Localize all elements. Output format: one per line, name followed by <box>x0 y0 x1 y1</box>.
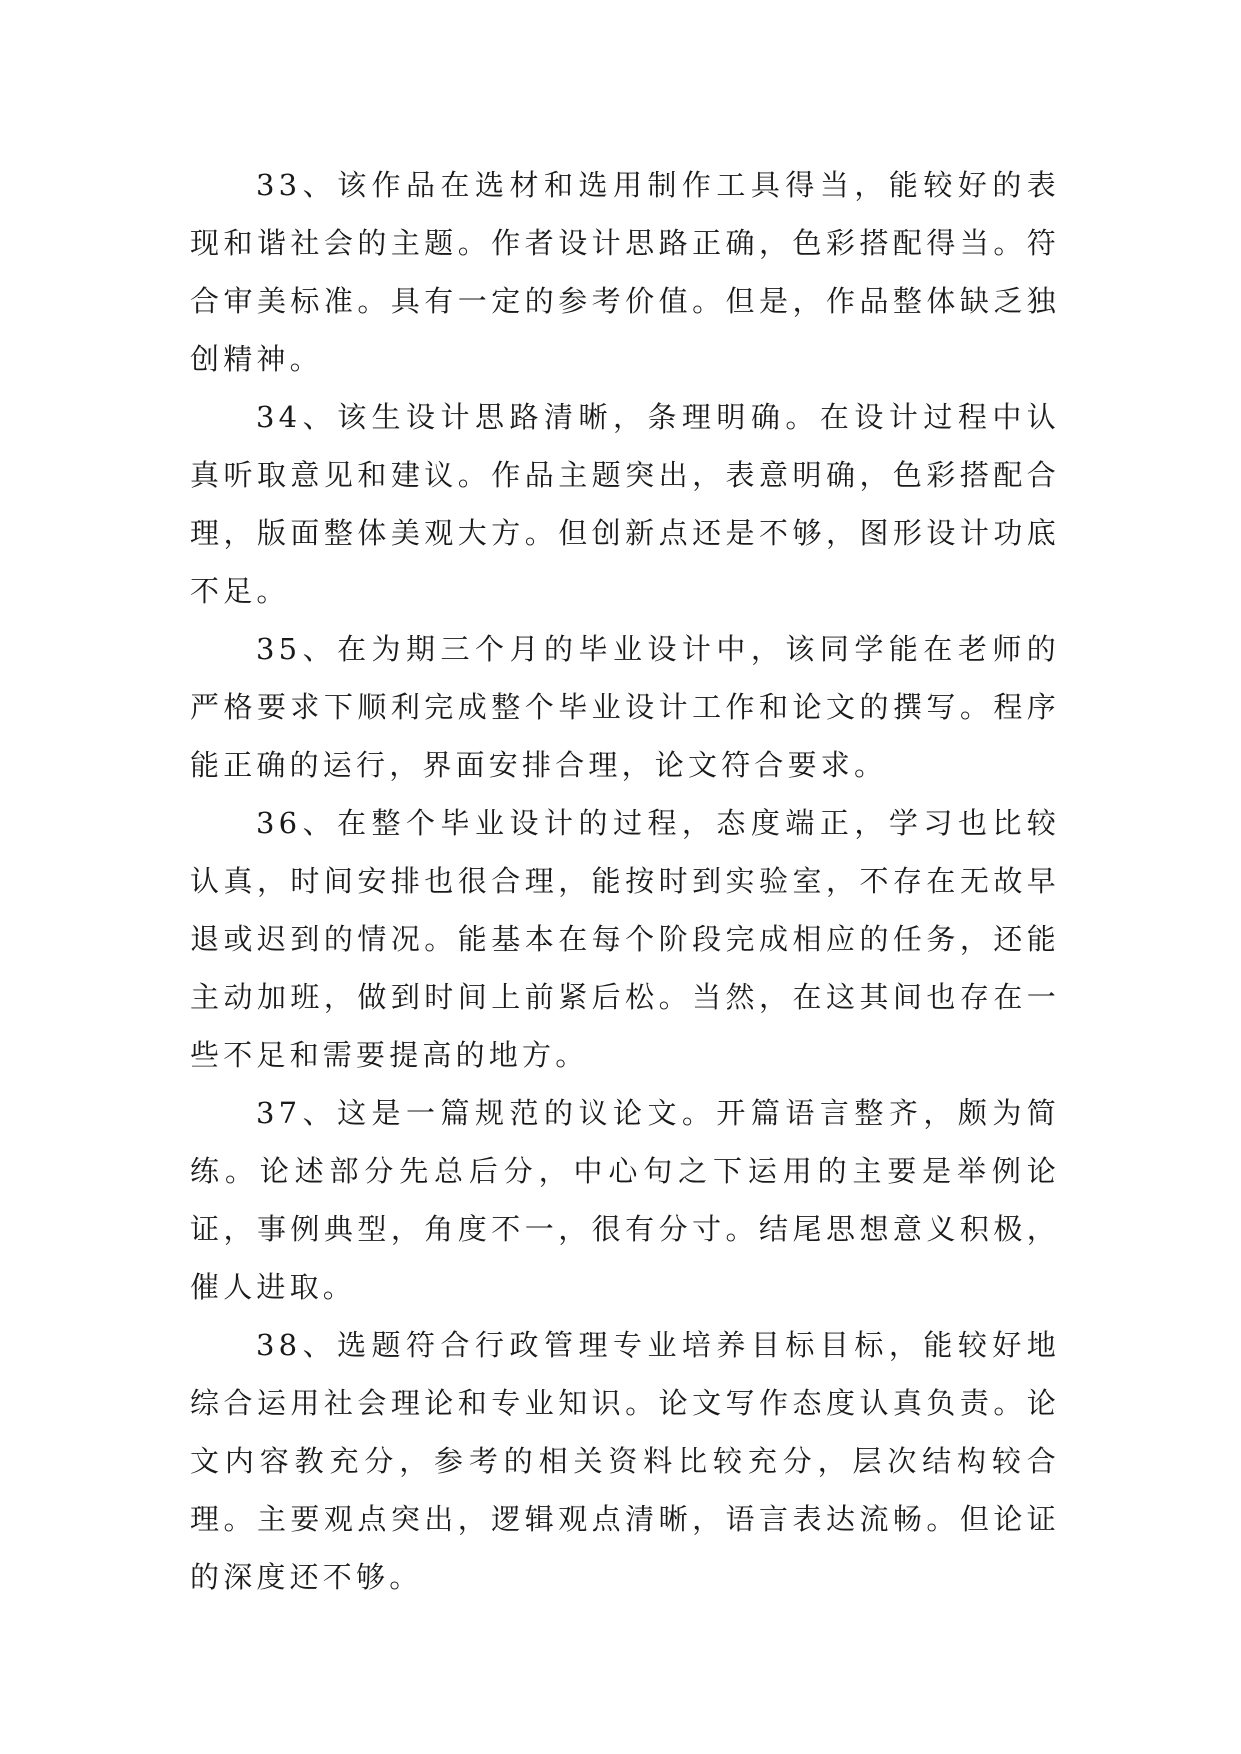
paragraph-33: 33、该作品在选材和选用制作工具得当，能较好的表现和谐社会的主题。作者设计思路正确，色彩搭配得当。符合审美标准。具有一定的参考价值。但是，作品整体缺乏独创精神。 <box>190 168 1060 376</box>
document-body <box>190 156 1060 1606</box>
paragraph-38: 38、选题符合行政管理专业培养目标目标，能较好地综合运用社会理论和专业知识。论文写作态度认真负责。论文内容教充分，参考的相关资料比较充分，层次结构较合理。主要观点突出，逻辑观点清晰，语言表达流畅。但论证的深度还不够。 <box>190 1328 1060 1594</box>
paragraph-36: 36、在整个毕业设计的过程，态度端正，学习也比较认真，时间安排也很合理，能按时到实验室，不存在无故早退或迟到的情况。能基本在每个阶段完成相应的任务，还能主动加班，做到时间上前紧后松。当然，在这其间也存在一些不足和需要提高的地方。 <box>190 806 1060 1072</box>
paragraph-35: 35、在为期三个月的毕业设计中，该同学能在老师的严格要求下顺利完成整个毕业设计工作和论文的撰写。程序能正确的运行，界面安排合理，论文符合要求。 <box>190 632 1060 782</box>
paragraph-34: 34、该生设计思路清晰，条理明确。在设计过程中认真听取意见和建议。作品主题突出，表意明确，色彩搭配合理，版面整体美观大方。但创新点还是不够，图形设计功底不足。 <box>190 400 1060 608</box>
paragraph-37: 37、这是一篇规范的议论文。开篇语言整齐，颇为简练。论述部分先总后分，中心句之下运用的主要是举例论证，事例典型，角度不一，很有分寸。结尾思想意义积极，催人进取。 <box>190 1096 1060 1304</box>
